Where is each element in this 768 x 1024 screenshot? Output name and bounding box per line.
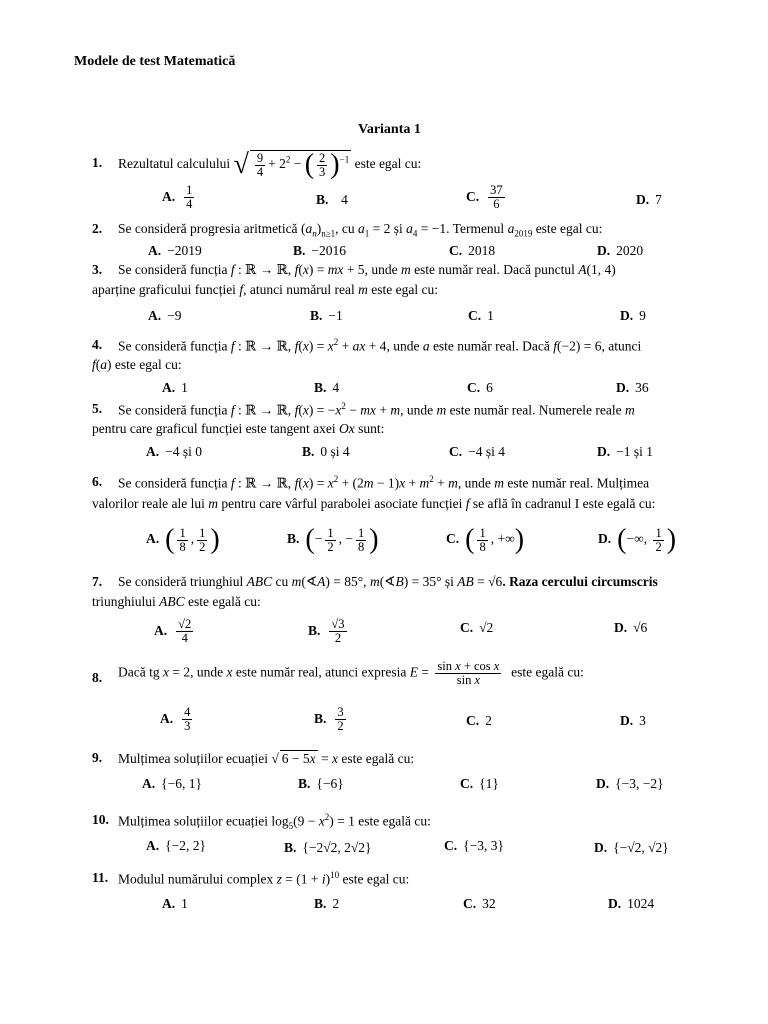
variant-title: Varianta 1: [358, 122, 421, 137]
question-number: 10.: [92, 812, 109, 827]
question-text: Mulțimea soluțiilor ecuației $\log_5(9 - x^2) = 1$ este egală cu:: [118, 812, 431, 832]
question-number: 1.: [92, 155, 103, 170]
option-c: C. √2: [460, 620, 494, 635]
option-d: D. 9: [620, 308, 646, 323]
option-d: D. 3: [620, 713, 646, 728]
option-b: B. −2016: [293, 243, 347, 258]
option-b: B. −1: [310, 308, 343, 323]
question-text: valorilor reale ale lui m pentru care vârful parabolei asociate funcției f se află în cadranul I este egală cu:: [92, 496, 656, 511]
option-b: B. {−2√2, 2√2}: [284, 840, 372, 855]
option-d: D. 1024: [608, 896, 655, 911]
option-d: D. 2020: [597, 243, 644, 258]
option-b: B. 2: [314, 896, 340, 911]
question-text: Se consideră triunghiul ABC cu m(∢A) = 85°, m(∢B) = 35° și AB = √6. Raza cercului circumscris: [118, 574, 658, 589]
option-c: C. 6: [467, 380, 493, 395]
option-d: D. 36: [616, 380, 649, 395]
option-c: C. 2018: [449, 243, 496, 258]
option-b: B. $\frac{√3}{2}$: [308, 617, 345, 645]
question-number: 3.: [92, 262, 103, 277]
option-c: C. {−3, 3}: [444, 838, 504, 853]
option-c: C. 32: [463, 896, 496, 911]
question-number: 5.: [92, 401, 103, 416]
option-a: A. 1: [162, 896, 188, 911]
option-d: D. {−√2, √2}: [594, 840, 669, 855]
option-d: D. −1 și 1: [597, 444, 653, 459]
option-a: A. $\frac{1}{4}$: [162, 183, 193, 211]
option-c: C. 2: [466, 713, 492, 728]
question-number: 9.: [92, 750, 103, 765]
question-number: 4.: [92, 337, 103, 352]
page-header: Modele de test Matematică: [74, 54, 236, 69]
option-a: A. ( $\frac{1}{8}$ , $\frac{1}{2}$ ): [146, 524, 220, 555]
question-text: f(a) este egal cu:: [92, 357, 182, 372]
option-d: D. (−∞, $\frac{1}{2}$ ): [598, 524, 677, 555]
option-d: D. 7: [636, 192, 662, 207]
option-a: A. {−6, 1}: [142, 776, 202, 791]
option-a: A. −9: [148, 308, 182, 323]
option-a: A. $\frac{4}{3}$: [160, 705, 191, 733]
option-d: D. {−3, −2}: [596, 776, 664, 791]
question-text: aparține graficului funcției f, atunci numărul real m este egal cu:: [92, 282, 439, 297]
question-text: Mulțimea soluțiilor ecuației √ 6 − 5x = x este egală cu:: [118, 751, 415, 766]
question-text: triunghiului ABC este egală cu:: [92, 594, 261, 609]
question-text: Modulul numărului complex $z = (1 + i)^{10}$ este egal cu:: [118, 870, 410, 887]
option-c: C. ( $\frac{1}{8}$ , +∞): [446, 524, 525, 555]
option-a: A. 1: [162, 380, 188, 395]
question-number: 2.: [92, 221, 103, 236]
option-b: B. 4: [314, 380, 340, 395]
question-text: Dacă tg x = 2, unde x este număr real, atunci expresia E = $\frac{\text{sin x + cos x}}{\text{sin x}}$ este egală cu:: [118, 659, 584, 687]
question-text: Se consideră funcția f : ℝ → ℝ, $f(x) = x^2 + (2m - 1)x + m^2 + m$, unde m este număr real. Mulțimea: [118, 474, 650, 491]
question-number: 8.: [92, 670, 103, 685]
question-number: 6.: [92, 474, 103, 489]
option-a: A. −2019: [148, 243, 202, 258]
option-c: C. 1: [468, 308, 494, 323]
option-b: B. {−6}: [298, 776, 344, 791]
question-text: Se consideră funcția f : ℝ → ℝ, f(x) = mx + 5, unde m este număr real. Dacă punctul A(1, 4): [118, 262, 616, 277]
question-text: Se consideră funcția f : ℝ → ℝ, $f(x) = -x^2$ − mx + m, unde m este număr real. Numerele reale m: [118, 401, 635, 418]
option-c: C. {1}: [460, 776, 499, 791]
option-a: A. {−2, 2}: [146, 838, 206, 853]
option-a: A. $\frac{√2}{4}$: [154, 617, 192, 645]
option-b: B. (− $\frac{1}{2}$ , − $\frac{1}{8}$ ): [287, 524, 379, 555]
question-text: Rezultatul calculului √ $\frac{9}{4}$ + $2^2$ − ( $\frac{2}{3}$ )$^{-1}$ este egal cu:: [118, 149, 422, 180]
question-number: 11.: [92, 870, 109, 885]
question-text: Se consideră progresia aritmetică $(a_n)_{n\ge 1}$, cu $a_1 = 2$ și $a_4 = -1$. Termenul $a_{2019}$ este egal cu:: [118, 221, 603, 239]
question-text: Se consideră funcția f : ℝ → ℝ, $f(x) = x^2$ + ax + 4, unde a este număr real. Dacă f(−2) = 6, atunci: [118, 337, 642, 354]
option-c: C. −4 și 4: [449, 444, 505, 459]
option-b: B. $\frac{3}{2}$: [314, 705, 344, 733]
option-c: C. $\frac{37}{6}$: [466, 183, 503, 211]
option-b: B. 4: [316, 192, 348, 207]
option-a: A. −4 și 0: [146, 444, 202, 459]
question-text: pentru care graficul funcției este tangent axei Ox sunt:: [92, 421, 385, 436]
option-d: D. √6: [614, 620, 648, 635]
question-number: 7.: [92, 574, 103, 589]
option-b: B. 0 și 4: [302, 444, 350, 459]
